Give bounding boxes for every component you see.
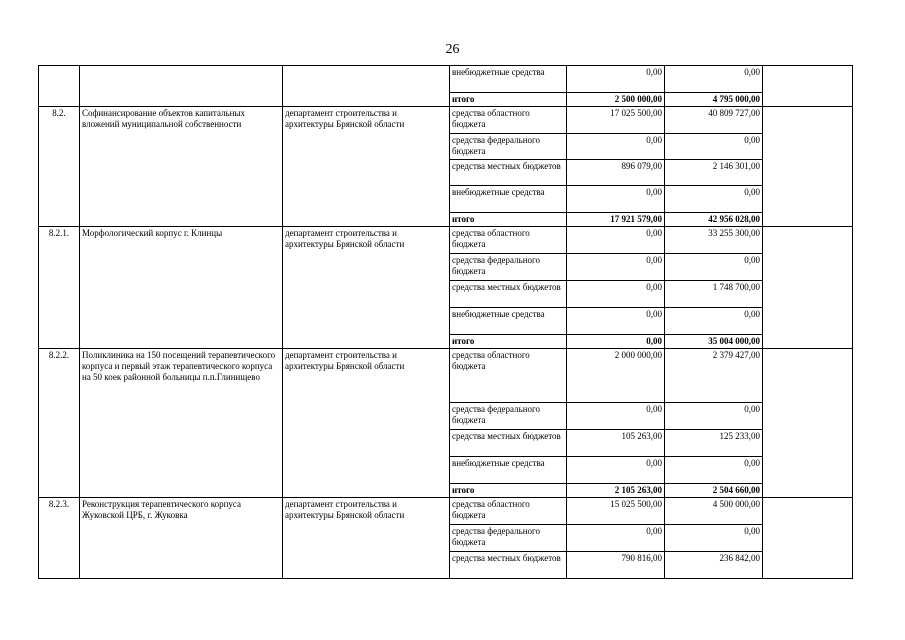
amount-year-2: 0,00 [665,134,763,160]
item-number-cell [39,66,80,107]
table-row [39,107,853,134]
amount-year-1: 105 263,00 [567,430,665,457]
funding-source: средства федерального бюджета [450,525,567,552]
notes-cell [763,349,853,498]
funding-source: средства местных бюджетов [450,552,567,579]
department: департамент строительства и архитектуры Брянской области [283,227,450,349]
item-name: Поликлиника на 150 посещений терапевтического корпуса и первый этаж терапевтического корпуса на 50 коек районной больницы п.п.Глинищево [80,349,283,498]
table-row [39,498,853,525]
amount-year-2: 0,00 [665,254,763,281]
funding-source: средства областного бюджета [450,498,567,525]
amount-year-2: 0,00 [665,457,763,484]
notes-cell [763,107,853,227]
amount-year-2: 0,00 [665,308,763,335]
funding-source: средства местных бюджетов [450,160,567,186]
funding-source: внебюджетные средства [450,308,567,335]
table-row [39,66,853,93]
amount-year-1: 0,00 [567,227,665,254]
item-number: 8.2.3. [39,498,80,579]
item-number: 8.2.1. [39,227,80,349]
item-name: Софинансирование объектов капитальных вложений муниципальной собственности [80,107,283,227]
page-number: 26 [445,42,460,57]
amount-year-1: 0,00 [567,281,665,308]
funding-source: итого [450,93,567,107]
amount-year-1: 2 000 000,00 [567,349,665,403]
table-row [39,349,853,403]
amount-year-2: 2 146 301,00 [665,160,763,186]
funding-source: внебюджетные средства [450,457,567,484]
amount-year-1: 17 025 500,00 [567,107,665,134]
department: департамент строительства и архитектуры Брянской области [283,498,450,579]
amount-year-2: 0,00 [665,186,763,213]
amount-year-2: 236 842,00 [665,552,763,579]
amount-year-2: 1 748 700,00 [665,281,763,308]
amount-year-1: 0,00 [567,403,665,430]
amount-year-1: 0,00 [567,308,665,335]
funding-source: средства областного бюджета [450,107,567,134]
funding-source: итого [450,213,567,227]
amount-year-2: 4 795 000,00 [665,93,763,107]
department-cell [283,66,450,107]
amount-year-1: 0,00 [567,457,665,484]
amount-year-2: 33 255 300,00 [665,227,763,254]
item-name: Морфологический корпус г. Клинцы [80,227,283,349]
amount-year-2: 35 004 000,00 [665,335,763,349]
funding-source: средства местных бюджетов [450,430,567,457]
amount-year-1: 790 816,00 [567,552,665,579]
item-name: Реконструкция терапевтического корпуса Жуковской ЦРБ, г. Жуковка [80,498,283,579]
budget-table [38,65,853,579]
amount-year-2: 2 504 660,00 [665,484,763,498]
amount-year-2: 0,00 [665,66,763,93]
funding-source: средства областного бюджета [450,227,567,254]
amount-year-1: 0,00 [567,66,665,93]
amount-year-1: 2 500 000,00 [567,93,665,107]
funding-source: средства федерального бюджета [450,403,567,430]
amount-year-2: 0,00 [665,525,763,552]
amount-year-2: 40 809 727,00 [665,107,763,134]
amount-year-1: 0,00 [567,134,665,160]
item-name-cell [80,66,283,107]
funding-source: итого [450,335,567,349]
department: департамент строительства и архитектуры Брянской области [283,349,450,498]
funding-source: средства федерального бюджета [450,134,567,160]
amount-year-1: 15 025 500,00 [567,498,665,525]
amount-year-1: 0,00 [567,525,665,552]
funding-source: средства областного бюджета [450,349,567,403]
funding-source: внебюджетные средства [450,66,567,93]
amount-year-1: 0,00 [567,186,665,213]
amount-year-1: 0,00 [567,254,665,281]
funding-source: внебюджетные средства [450,186,567,213]
amount-year-1: 896 079,00 [567,160,665,186]
amount-year-2: 42 956 028,00 [665,213,763,227]
department: департамент строительства и архитектуры Брянской области [283,107,450,227]
amount-year-2: 2 379 427,00 [665,349,763,403]
notes-cell [763,227,853,349]
funding-source: итого [450,484,567,498]
notes-cell [763,498,853,579]
amount-year-1: 2 105 263,00 [567,484,665,498]
amount-year-2: 4 500 000,00 [665,498,763,525]
funding-source: средства местных бюджетов [450,281,567,308]
amount-year-2: 125 233,00 [665,430,763,457]
notes-cell [763,66,853,107]
funding-source: средства федерального бюджета [450,254,567,281]
amount-year-2: 0,00 [665,403,763,430]
amount-year-1: 17 921 579,00 [567,213,665,227]
amount-year-1: 0,00 [567,335,665,349]
table-row [39,227,853,254]
item-number: 8.2.2. [39,349,80,498]
item-number: 8.2. [39,107,80,227]
